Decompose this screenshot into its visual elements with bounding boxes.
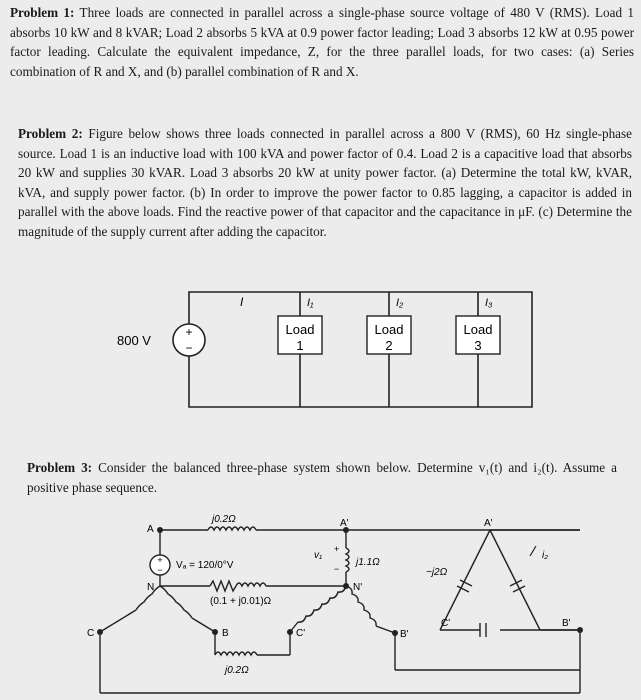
load-1-name: Load [285, 322, 315, 337]
v1-label: v₁ [314, 550, 323, 561]
node-A: A [147, 524, 154, 535]
load-3-box [456, 316, 500, 354]
v1-minus: − [334, 564, 340, 574]
node-C: C [87, 628, 95, 639]
v1-plus: + [334, 544, 340, 554]
node-C-prime: C' [296, 628, 306, 639]
delta-node-C-prime: C' [441, 618, 451, 629]
load-3-name: Load [463, 322, 493, 337]
source-voltage-label: 800 V [117, 333, 151, 348]
src-plus: + [157, 555, 163, 565]
problem-1-text: Three loads are connected in parallel across a single-phase source voltage of 480 V (RMS). Load 1 absorbs 10 kW and 8 kVAR; Load 2 absorbs 5 kVA at 0.9 power factor leading; Load 3 absorbs 12 kW at 0.95 power factor leading. Calculate the equivalent impedance, Z, for the three parallel loads, for two cases: (a) Series combination of R and X, and (b) parallel combination of R and X. [10, 5, 635, 79]
load-3-number: 3 [474, 338, 482, 353]
source-minus: − [185, 341, 193, 355]
problem-1-title: Problem 1: [10, 5, 75, 20]
delta-node-B-prime: B' [562, 618, 571, 629]
node-B-prime: B' [400, 629, 409, 640]
load-2-box [367, 316, 411, 354]
problem-2-title: Problem 2: [18, 126, 83, 141]
problem-1 [10, 3, 634, 81]
wye-load-label: j1.1Ω [356, 557, 380, 568]
i2-arrow [530, 546, 536, 556]
i2-label: i₂ [542, 550, 549, 561]
problem-3 [27, 458, 617, 497]
source-plus: + [185, 325, 193, 339]
current-1-label: I₁ [307, 297, 314, 309]
line-impedance-top-label: j0.2Ω [212, 514, 236, 525]
problem-2-text: Figure below shows three loads connected in parallel across a 800 V (RMS), 60 Hz single-phase source. Load 1 is an inductive load with 100 kVA and power factor of 0.4. Load 2 is a capacitive load that absorbs 20 kW and supplies 30 kVAR. Load 3 absorbs 20 kW at unity power factor. (a) Determine the total kW, kVAR, kVA, and supply power factor. (b) In order to improve the power factor to 0.85 lagging, a capacitor is added in parallel with the above loads. Find the reactive power of that capacitor and the capacitance in μF. (c) Determine the magnitude of the supply current after adding the capacitor. [18, 126, 633, 239]
current-2-label: I₂ [396, 297, 404, 309]
line-impedance-bottom-label: j0.2Ω [225, 665, 249, 676]
load-1-number: 1 [296, 338, 304, 353]
circuit-diagram-three-phase [0, 505, 641, 700]
delta-load-label: −j2Ω [426, 567, 448, 578]
current-total-label: I [240, 295, 244, 309]
load-1-box [278, 316, 322, 354]
src-minus: − [157, 565, 163, 575]
node-N: N [147, 582, 155, 593]
node-A-prime: A' [340, 518, 349, 529]
node-N-prime: N' [353, 582, 363, 593]
source-voltage-label: Vₐ = 120/0°V [176, 560, 234, 571]
circuit-diagram-parallel-loads [0, 270, 641, 430]
delta-node-A-prime: A' [484, 518, 493, 529]
load-2-number: 2 [385, 338, 393, 353]
current-3-label: I₃ [485, 297, 493, 309]
load-2-name: Load [374, 322, 404, 337]
problem-2 [18, 124, 632, 241]
neutral-impedance-label: (0.1 + j0.01)Ω [210, 596, 272, 607]
problem-3-title: Problem 3: [27, 460, 93, 475]
problem-3-text: Consider the balanced three-phase system shown below. Determine v₁(t) and i₂(t). Assume a positive phase sequence. [27, 460, 617, 495]
node-B: B [222, 628, 229, 639]
